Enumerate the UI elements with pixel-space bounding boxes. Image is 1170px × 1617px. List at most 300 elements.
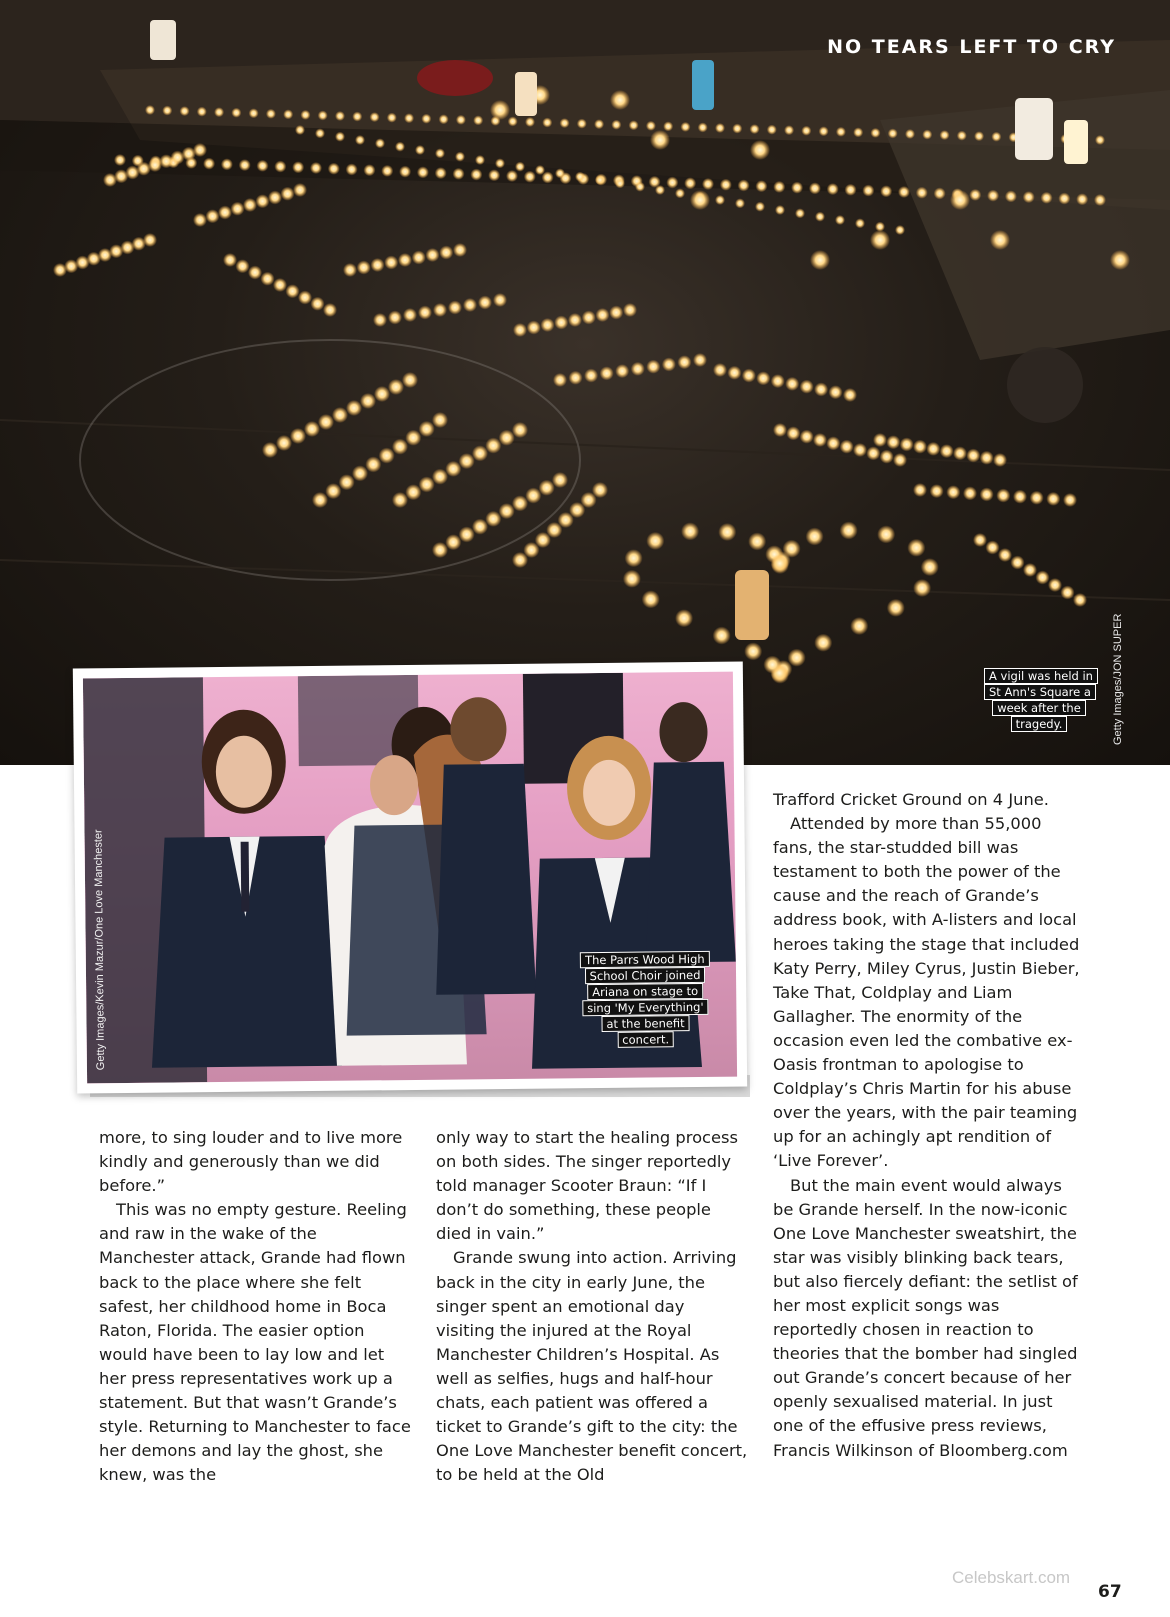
- candle-light: [553, 373, 567, 387]
- tall-candle: [692, 60, 714, 110]
- candle-light: [720, 179, 732, 191]
- candle-light: [1023, 563, 1037, 577]
- candle-light: [456, 115, 466, 125]
- candle-light: [791, 182, 803, 194]
- candle-light: [916, 187, 928, 199]
- candle-light: [611, 120, 621, 130]
- section-title: NO TEARS LEFT TO CRY: [827, 36, 1116, 58]
- candle-light: [850, 617, 868, 635]
- candle-light: [974, 131, 984, 141]
- candle-light: [318, 414, 334, 430]
- candle-light: [276, 435, 292, 451]
- candle-light: [387, 113, 397, 123]
- candle-light: [675, 188, 685, 198]
- candle-light: [809, 182, 821, 194]
- candle-light: [535, 165, 545, 175]
- candle-light: [472, 445, 488, 461]
- candle-light: [352, 112, 362, 122]
- candle-light: [218, 206, 232, 220]
- candle-light: [323, 303, 337, 317]
- candle-light: [256, 194, 270, 208]
- candle-light: [455, 152, 465, 162]
- candle-light: [374, 386, 390, 402]
- candle-light: [236, 259, 250, 273]
- candle-light: [493, 293, 507, 307]
- candle-light: [274, 161, 286, 173]
- choir-photo-frame: [73, 662, 747, 1094]
- candle-light: [735, 198, 745, 208]
- candle-light: [453, 243, 467, 257]
- tall-candle: [150, 20, 176, 60]
- candle-light: [203, 158, 215, 170]
- candle-light: [524, 171, 536, 183]
- candle-light: [853, 127, 863, 137]
- candle-light: [655, 185, 665, 195]
- candle-light: [880, 185, 892, 197]
- paragraph: But the main event would always be Grande herself. In the now-iconic One Love Manchester sweatshirt, the star was visibly blinking back tears, but also fiercely defiant: the setlist of her most explicit songs was reportedly chosen in reaction to theories that the bomber had singled out Grande’s concert because of her openly sexualised material. In just one of the effusive press reviews, Francis Wilkinson of Bloomberg.com: [773, 1175, 1078, 1460]
- candle-light: [913, 483, 927, 497]
- candle-light: [835, 215, 845, 225]
- candle-light: [346, 163, 358, 175]
- candle-light: [335, 111, 345, 121]
- candle-light: [813, 433, 827, 447]
- candle-light: [421, 114, 431, 124]
- candle-light: [448, 301, 462, 315]
- candle-light: [855, 218, 865, 228]
- candle-light: [268, 191, 282, 205]
- candle-light: [940, 130, 950, 140]
- candle-light: [900, 437, 914, 451]
- candle-light: [866, 446, 880, 460]
- candle-light: [840, 440, 854, 454]
- candle-light: [1041, 192, 1053, 204]
- paragraph: Trafford Cricket Ground on 4 June.: [773, 790, 1049, 809]
- candle-light: [304, 421, 320, 437]
- candle-light: [738, 179, 750, 191]
- candle-light: [748, 532, 766, 550]
- candle-light: [555, 168, 565, 178]
- candle-light: [680, 122, 690, 132]
- candle-light: [615, 364, 629, 378]
- candle-light: [750, 140, 770, 160]
- candle-light: [310, 162, 322, 174]
- candle-light: [610, 90, 630, 110]
- candle-light: [388, 379, 404, 395]
- candle-light: [926, 442, 940, 456]
- candle-light: [399, 166, 411, 178]
- candle-light: [1110, 250, 1130, 270]
- candle-light: [417, 166, 429, 178]
- candle-light: [433, 303, 447, 317]
- tall-candle: [1064, 120, 1088, 164]
- candle-light: [986, 541, 1000, 555]
- candle-light: [506, 170, 518, 182]
- candle-light: [814, 634, 832, 652]
- candle-light: [459, 453, 475, 469]
- candle-light: [193, 213, 207, 227]
- candle-light: [143, 233, 157, 247]
- candle-light: [853, 443, 867, 457]
- candle-light: [398, 253, 412, 267]
- candle-light: [886, 435, 900, 449]
- candle-light: [893, 453, 907, 467]
- candle-light: [231, 108, 241, 118]
- candle-light: [569, 371, 583, 385]
- paragraph: Attended by more than 55,000 fans, the star-studded bill was testament to both the power of the cause and the reach of Grande’s address book, with A-listers and local heroes taking the stage that included Katy Perry, Miley Cyrus, Justin Bieber, Take That, Coldplay and Liam Gallagher. The enormity of the occasion even led the combative ex-Oasis frontman to apologise to Coldplay’s Chris Martin for his abuse over the years, with the pair teaming up for an achingly apt rendition of ‘Live Forever’.: [773, 814, 1080, 1171]
- choir-photo: [83, 672, 737, 1084]
- candle-light: [426, 248, 440, 262]
- candle-light: [888, 128, 898, 138]
- candle-light: [577, 119, 587, 129]
- candle-light: [684, 177, 696, 189]
- candle-light: [615, 178, 625, 188]
- candle-light: [439, 114, 449, 124]
- candle-light: [742, 369, 756, 383]
- candle-light: [922, 130, 932, 140]
- candle-light: [887, 599, 905, 617]
- candle-light: [715, 195, 725, 205]
- candle-light: [552, 472, 568, 488]
- candle-light: [666, 177, 678, 189]
- candle-light: [499, 503, 515, 519]
- candle-light: [1094, 194, 1106, 206]
- candle-light: [913, 579, 931, 597]
- candle-light: [1013, 490, 1027, 504]
- candle-light: [312, 492, 328, 508]
- candle-light: [355, 135, 365, 145]
- vigil-caption: A vigil was held in St Ann's Square a week after the tragedy.: [984, 668, 1094, 732]
- candle-light: [145, 105, 155, 115]
- candle-light: [365, 456, 381, 472]
- candle-light: [488, 169, 500, 181]
- candle-light: [845, 184, 857, 196]
- candle-light: [1036, 571, 1050, 585]
- candle-light: [991, 132, 1001, 142]
- candle-light: [249, 108, 259, 118]
- candle-light: [273, 278, 287, 292]
- candle-light: [363, 164, 375, 176]
- candle-light: [732, 124, 742, 134]
- candle-light: [843, 388, 857, 402]
- candle-light: [953, 446, 967, 460]
- candle-light: [339, 474, 355, 490]
- article-column-1: [99, 1126, 411, 1487]
- candle-light: [527, 321, 541, 335]
- candle-light: [560, 118, 570, 128]
- candle-light: [750, 124, 760, 134]
- candle-light: [625, 549, 643, 567]
- candle-light: [539, 480, 555, 496]
- candle-light: [435, 167, 447, 179]
- candle-light: [193, 143, 207, 157]
- candle-light: [495, 158, 505, 168]
- candle-light: [432, 469, 448, 485]
- candle-light: [609, 306, 623, 320]
- candle-light: [990, 230, 1010, 250]
- candle-light: [478, 296, 492, 310]
- candle-light: [827, 183, 839, 195]
- candle-light: [404, 113, 414, 123]
- candle-light: [512, 422, 528, 438]
- candle-light: [934, 187, 946, 199]
- candle-light: [877, 525, 895, 543]
- candle-light: [596, 308, 610, 322]
- candle-light: [542, 118, 552, 128]
- candle-light: [568, 313, 582, 327]
- candle-light: [763, 656, 781, 674]
- candle-light: [257, 160, 269, 172]
- candle-light: [352, 465, 368, 481]
- candle-light: [800, 380, 814, 394]
- candle-light: [895, 225, 905, 235]
- candle-light: [913, 440, 927, 454]
- candle-light: [980, 451, 994, 465]
- candle-light: [283, 109, 293, 119]
- candle-light: [343, 263, 357, 277]
- candle-light: [718, 523, 736, 541]
- candle-light: [973, 533, 987, 547]
- candle-light: [379, 448, 395, 464]
- candle-light: [785, 377, 799, 391]
- candle-light: [966, 449, 980, 463]
- candle-light: [870, 230, 890, 250]
- candle-light: [775, 205, 785, 215]
- candle-light: [412, 251, 426, 265]
- candle-light: [415, 145, 425, 155]
- candle-light: [315, 128, 325, 138]
- candle-light: [963, 486, 977, 500]
- candle-light: [525, 117, 535, 127]
- candle-light: [499, 430, 515, 446]
- candle-light: [485, 438, 501, 454]
- candle-light: [1046, 492, 1060, 506]
- candle-light: [325, 483, 341, 499]
- candle-light: [371, 258, 385, 272]
- candle-light: [295, 125, 305, 135]
- candle-light: [980, 487, 994, 501]
- candle-light: [783, 540, 801, 558]
- candle-light: [650, 130, 670, 150]
- candle-light: [784, 125, 794, 135]
- candle-light: [998, 548, 1012, 562]
- candle-light: [162, 106, 172, 116]
- candle-light: [921, 558, 939, 576]
- candle-light: [940, 444, 954, 458]
- candle-light: [470, 169, 482, 181]
- candle-light: [445, 461, 461, 477]
- candle-light: [987, 190, 999, 202]
- candle-light: [642, 590, 660, 608]
- candle-light: [675, 609, 693, 627]
- candle-light: [1058, 193, 1070, 205]
- candle-light: [814, 382, 828, 396]
- candle-light: [332, 407, 348, 423]
- candle-light: [727, 366, 741, 380]
- candle-light: [690, 190, 710, 210]
- candle-light: [1048, 578, 1062, 592]
- candle-light: [298, 291, 312, 305]
- candle-light: [870, 128, 880, 138]
- candle-light: [432, 412, 448, 428]
- candle-light: [239, 159, 251, 171]
- candle-light: [905, 129, 915, 139]
- candle-light: [646, 360, 660, 374]
- candle-light: [815, 212, 825, 222]
- candle-light: [293, 183, 307, 197]
- candle-light: [221, 158, 233, 170]
- vigil-photo: [0, 0, 1170, 765]
- candle-light: [584, 369, 598, 383]
- candle-light: [771, 554, 789, 572]
- candle-light: [346, 400, 362, 416]
- candle-light: [360, 393, 376, 409]
- candle-light: [629, 120, 639, 130]
- candle-light: [1063, 493, 1077, 507]
- candle-light: [1023, 191, 1035, 203]
- candle-light: [898, 186, 910, 198]
- candle-light: [810, 250, 830, 270]
- candle-light: [114, 154, 126, 166]
- candle-light: [392, 439, 408, 455]
- candle-light: [439, 246, 453, 260]
- candle-light: [996, 489, 1010, 503]
- candle-light: [300, 110, 310, 120]
- candle-light: [403, 308, 417, 322]
- page-number: 67: [1098, 1582, 1122, 1602]
- candle-light: [698, 122, 708, 132]
- candle-light: [771, 374, 785, 388]
- candle-light: [755, 180, 767, 192]
- candle-light: [862, 185, 874, 197]
- candle-light: [756, 371, 770, 385]
- candle-light: [623, 570, 641, 588]
- tall-candle: [515, 72, 537, 116]
- candle-light: [801, 126, 811, 136]
- candle-light: [744, 642, 762, 660]
- candle-light: [819, 126, 829, 136]
- candle-light: [662, 357, 676, 371]
- candle-light: [755, 202, 765, 212]
- candle-light: [418, 306, 432, 320]
- candle-light: [646, 532, 664, 550]
- candle-light: [1061, 586, 1075, 600]
- candle-light: [335, 132, 345, 142]
- vigil-photo-credit: Getty Images/JON SUPER: [1112, 613, 1124, 745]
- candle-light: [930, 484, 944, 498]
- candle-light: [419, 421, 435, 437]
- candle-light: [969, 189, 981, 201]
- candle-light: [1095, 135, 1105, 145]
- candle-light: [405, 484, 421, 500]
- candle-light: [1076, 193, 1088, 205]
- choir-caption: The Parrs Wood High School Choir joined Ariana on stage to sing 'My Everything' at the benefit concert.: [580, 951, 711, 1048]
- candle-light: [631, 362, 645, 376]
- candle-light: [646, 121, 656, 131]
- paragraph: only way to start the healing process on both sides. The singer reportedly told manager Scooter Braun: “If I don’t do something, these people died in vain.”: [436, 1128, 738, 1244]
- candle-light: [373, 313, 387, 327]
- candle-light: [419, 476, 435, 492]
- candle-light: [957, 131, 967, 141]
- candle-light: [681, 522, 699, 540]
- candle-light: [575, 172, 585, 182]
- candle-light: [370, 112, 380, 122]
- candle-light: [1005, 190, 1017, 202]
- candle-light: [261, 272, 275, 286]
- candle-light: [594, 119, 604, 129]
- candle-light: [512, 495, 528, 511]
- candle-light: [392, 492, 408, 508]
- candle-light: [311, 297, 325, 311]
- candle-light: [582, 311, 596, 325]
- candle-light: [1011, 556, 1025, 570]
- candle-light: [248, 266, 262, 280]
- candle-light: [635, 182, 645, 192]
- candle-light: [806, 527, 824, 545]
- candle-light: [1073, 593, 1087, 607]
- candle-light: [515, 162, 525, 172]
- candle-light: [946, 485, 960, 499]
- candle-light: [826, 436, 840, 450]
- candle-light: [541, 318, 555, 332]
- candle-light: [713, 627, 731, 645]
- candle-light: [795, 208, 805, 218]
- candle-light: [485, 511, 501, 527]
- candle-light: [880, 450, 894, 464]
- tall-candle: [735, 570, 769, 640]
- candle-light: [453, 168, 465, 180]
- choir-photo-credit: Getty Images/Kevin Mazur/One Love Manchester: [92, 829, 108, 1071]
- candle-light: [773, 181, 785, 193]
- candle-light: [713, 363, 727, 377]
- candle-light: [197, 107, 207, 117]
- candle-light: [388, 311, 402, 325]
- candle-light: [318, 110, 328, 120]
- candle-light: [375, 138, 385, 148]
- candle-light: [525, 488, 541, 504]
- candle-light: [473, 115, 483, 125]
- candle-light: [328, 163, 340, 175]
- candle-light: [836, 127, 846, 137]
- candle-light: [623, 303, 637, 317]
- candle-light: [206, 209, 220, 223]
- candle-light: [405, 430, 421, 446]
- candle-light: [290, 428, 306, 444]
- candle-light: [592, 482, 608, 498]
- candle-light: [262, 442, 278, 458]
- candle-light: [508, 116, 518, 126]
- candle-light: [395, 142, 405, 152]
- candle-light: [463, 298, 477, 312]
- candle-light: [445, 534, 461, 550]
- candle-light: [513, 323, 527, 337]
- candle-light: [767, 125, 777, 135]
- candle-light: [384, 256, 398, 270]
- candle-light: [459, 526, 475, 542]
- candle-light: [286, 284, 300, 298]
- paragraph: This was no empty gesture. Reeling and raw in the wake of the Manchester attack, Grande had flown back to the place where she felt safest, her childhood home in Boca Raton, Florida. The easier option would have been to lay low and let her press representatives work up a statement. But that wasn’t Grande’s style. Returning to Manchester to face her demons and lay the ghost, she knew, was the: [99, 1200, 411, 1485]
- candle-light: [873, 433, 887, 447]
- candle-light: [266, 109, 276, 119]
- watermark: Celebskart.com: [952, 1568, 1071, 1587]
- candle-light: [595, 175, 605, 185]
- candle-light: [292, 161, 304, 173]
- article-column-2: [436, 1126, 748, 1487]
- paragraph: Grande swung into action. Arriving back in the city in early June, the singer spent an emotional day visiting the injured at the Royal Manchester Children’s Hospital. As well as selfies, hugs and half-hour chats, each patient was offered a ticket to Grande’s gift to the city: the One Love Manchester benefit concert, to be held at the Old: [436, 1248, 748, 1485]
- article-column-3: [773, 788, 1085, 1463]
- candle-light: [840, 521, 858, 539]
- candle-light: [702, 178, 714, 190]
- candle-light: [435, 148, 445, 158]
